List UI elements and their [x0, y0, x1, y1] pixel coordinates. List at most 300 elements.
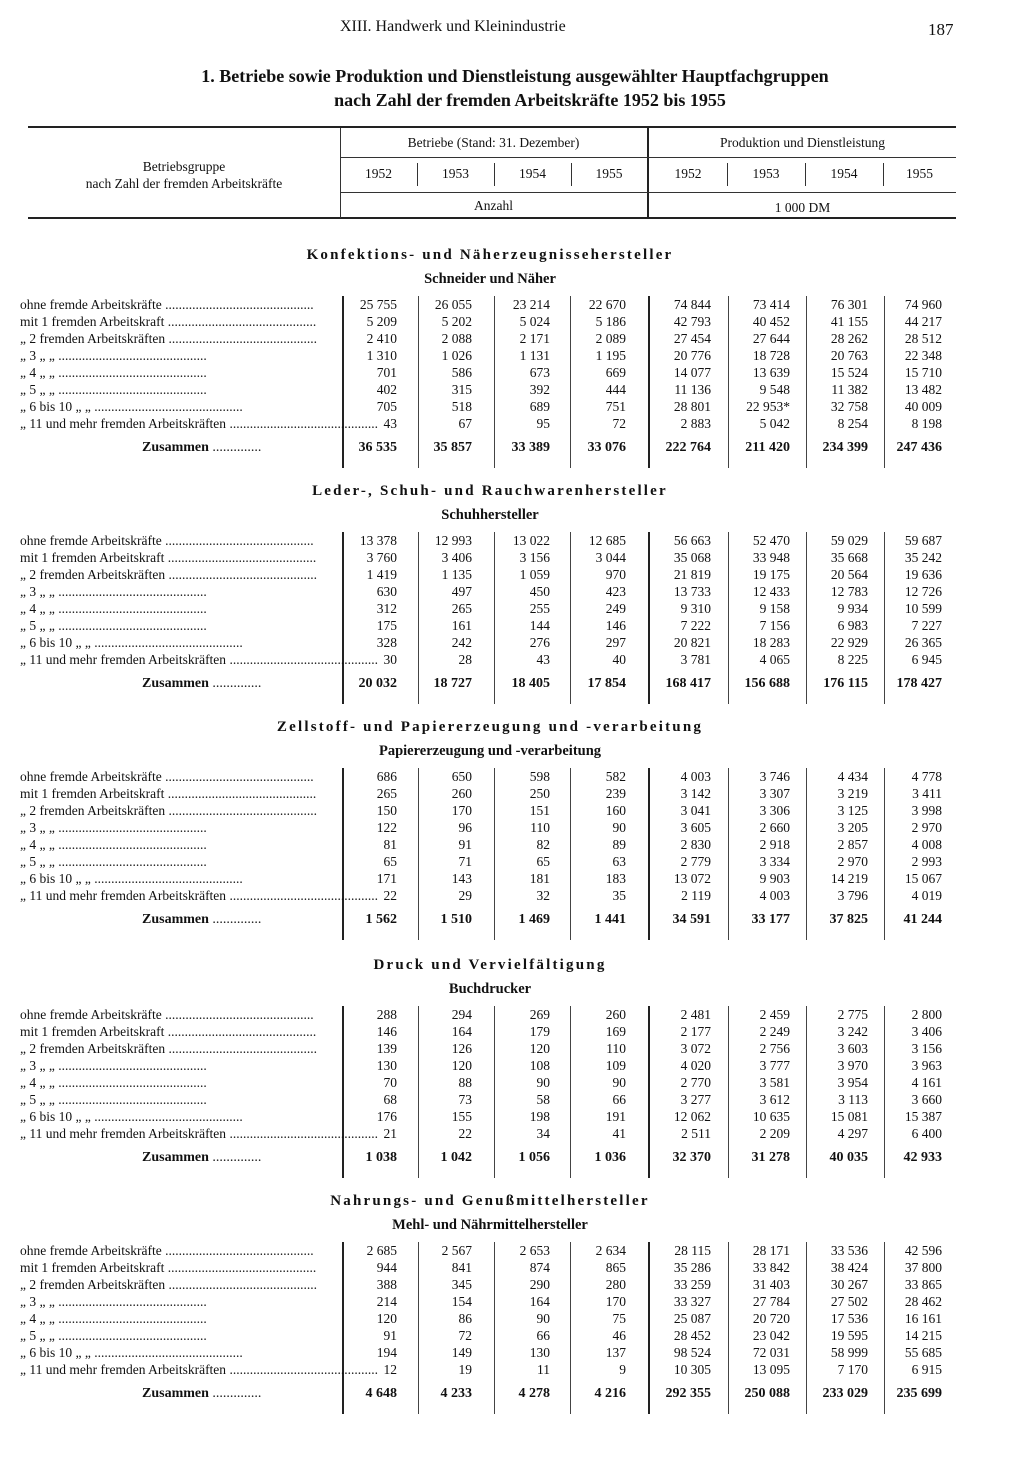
table-cell: 13 022 — [512, 533, 550, 548]
table-cell: 9 903 — [759, 871, 790, 886]
table-cell: 63 — [612, 854, 626, 869]
table-row — [20, 1277, 960, 1294]
table-cell: 1 310 — [366, 348, 397, 363]
row-label: „ 11 und mehr fremden Arbeitskräften ............................................ — [20, 1362, 378, 1377]
table-cell: 33 327 — [673, 1294, 711, 1309]
total-cell: 1 042 — [440, 1150, 472, 1165]
table-cell: 10 305 — [673, 1362, 711, 1377]
section-subtitle: Buchdrucker — [448, 981, 532, 997]
row-label: „ 11 und mehr fremden Arbeitskräften ............................................ — [20, 888, 378, 903]
table-cell: 2 660 — [759, 820, 790, 835]
table-row — [20, 1294, 960, 1311]
table-cell: 3 406 — [911, 1024, 942, 1039]
table-cell: 11 136 — [674, 382, 711, 397]
table-cell: 9 — [619, 1362, 626, 1377]
total-row — [20, 676, 960, 693]
total-cell: 32 370 — [672, 1150, 711, 1165]
table-cell: 29 — [458, 888, 472, 903]
table-cell: 265 — [451, 601, 472, 616]
total-cell: 222 764 — [665, 440, 711, 455]
total-cell: 168 417 — [665, 676, 711, 691]
total-cell: 292 355 — [665, 1386, 711, 1401]
table-cell: 3 760 — [366, 550, 397, 565]
table-cell: 15 081 — [830, 1109, 868, 1124]
row-label: „ 5 „ „ ............................................ — [20, 382, 207, 397]
table-cell: 15 524 — [830, 365, 868, 380]
header-bottom-rule — [28, 217, 956, 219]
table-cell: 35 — [612, 888, 626, 903]
table-cell: 2 410 — [366, 331, 397, 346]
table-cell: 25 755 — [359, 297, 397, 312]
table-cell: 149 — [451, 1345, 472, 1360]
table-cell: 40 009 — [904, 399, 942, 414]
row-label: „ 3 „ „ ............................................ — [20, 584, 207, 599]
table-cell: 23 214 — [512, 297, 550, 312]
table-cell: 12 726 — [904, 584, 942, 599]
table-cell: 108 — [529, 1058, 550, 1073]
table-cell: 91 — [383, 1328, 397, 1343]
total-row — [20, 1150, 960, 1167]
table-cell: 874 — [529, 1260, 550, 1275]
table-cell: 154 — [451, 1294, 472, 1309]
table-cell: 4 161 — [911, 1075, 942, 1090]
table-cell: 586 — [451, 365, 472, 380]
table-cell: 25 087 — [673, 1311, 711, 1326]
year-heading: 1952 — [674, 166, 702, 181]
row-label: ohne fremde Arbeitskräfte ............................................ — [20, 297, 314, 312]
table-cell: 74 844 — [673, 297, 711, 312]
table-cell: 58 999 — [830, 1345, 868, 1360]
row-label: „ 5 „ „ ............................................ — [20, 854, 207, 869]
total-cell: 176 115 — [823, 676, 868, 691]
table-cell: 22 670 — [588, 297, 626, 312]
table-cell: 164 — [451, 1024, 472, 1039]
table-cell: 2 088 — [441, 331, 472, 346]
table-title — [0, 64, 1000, 112]
table-cell: 2 993 — [911, 854, 942, 869]
total-cell: 17 854 — [587, 676, 626, 691]
table-cell: 3 746 — [759, 769, 790, 784]
table-cell: 12 783 — [830, 584, 868, 599]
table-cell: 198 — [529, 1109, 550, 1124]
table-row — [20, 652, 960, 669]
total-cell: 4 648 — [365, 1386, 397, 1401]
table-cell: 2 119 — [681, 888, 711, 903]
table-cell: 43 — [383, 416, 397, 431]
table-cell: 41 155 — [830, 314, 868, 329]
table-cell: 73 — [458, 1092, 472, 1107]
total-row — [20, 440, 960, 457]
table-row — [20, 786, 960, 803]
table-cell: 5 209 — [366, 314, 397, 329]
table-cell: 37 800 — [904, 1260, 942, 1275]
table-cell: 22 953* — [746, 399, 790, 414]
table-cell: 155 — [451, 1109, 472, 1124]
table-cell: 98 524 — [673, 1345, 711, 1360]
table-cell: 144 — [529, 618, 550, 633]
table-cell: 21 — [383, 1126, 397, 1141]
table-cell: 288 — [376, 1007, 397, 1022]
row-label: „ 6 bis 10 „ „ ............................................ — [20, 1345, 243, 1360]
table-cell: 122 — [376, 820, 397, 835]
table-cell: 12 — [383, 1362, 397, 1377]
table-cell: 3 963 — [911, 1058, 942, 1073]
row-label: „ 3 „ „ ............................................ — [20, 1294, 207, 1309]
year-heading: 1953 — [752, 166, 780, 181]
table-cell: 3 277 — [680, 1092, 711, 1107]
table-cell: 3 334 — [759, 854, 790, 869]
table-row — [20, 399, 960, 416]
table-cell: 3 142 — [680, 786, 711, 801]
table-cell: 13 095 — [752, 1362, 790, 1377]
table-cell: 130 — [376, 1058, 397, 1073]
table-cell: 3 954 — [837, 1075, 868, 1090]
table-cell: 497 — [451, 584, 472, 599]
table-cell: 35 242 — [904, 550, 942, 565]
row-label: „ 4 „ „ ............................................ — [20, 837, 207, 852]
table-cell: 2 481 — [680, 1007, 711, 1022]
table-cell: 28 — [458, 652, 472, 667]
table-cell: 30 — [383, 652, 397, 667]
table-cell: 650 — [451, 769, 472, 784]
table-cell: 28 262 — [830, 331, 868, 346]
table-cell: 86 — [458, 1311, 472, 1326]
table-cell: 669 — [605, 365, 626, 380]
table-cell: 170 — [605, 1294, 626, 1309]
table-cell: 3 219 — [837, 786, 868, 801]
table-cell: 3 125 — [837, 803, 868, 818]
total-cell: 40 035 — [829, 1150, 868, 1165]
table-cell: 32 — [536, 888, 550, 903]
table-cell: 630 — [376, 584, 397, 599]
table-cell: 598 — [529, 769, 550, 784]
table-cell: 65 — [383, 854, 397, 869]
table-cell: 3 307 — [759, 786, 790, 801]
table-cell: 90 — [536, 1311, 550, 1326]
table-cell: 7 227 — [911, 618, 942, 633]
table-cell: 6 983 — [837, 618, 868, 633]
table-cell: 81 — [383, 837, 397, 852]
table-cell: 72 031 — [752, 1345, 790, 1360]
table-cell: 28 171 — [752, 1243, 790, 1258]
total-cell: 1 469 — [518, 912, 550, 927]
table-cell: 3 072 — [680, 1041, 711, 1056]
total-cell: 1 562 — [365, 912, 397, 927]
table-cell: 42 596 — [904, 1243, 942, 1258]
table-cell: 582 — [605, 769, 626, 784]
table-cell: 518 — [451, 399, 472, 414]
table-cell: 242 — [451, 635, 472, 650]
table-cell: 2 756 — [759, 1041, 790, 1056]
table-row — [20, 1362, 960, 1379]
table-cell: 20 564 — [830, 567, 868, 582]
table-cell: 161 — [451, 618, 472, 633]
stub-heading-line-1: Betriebsgruppe — [142, 159, 226, 174]
total-label: Zusammen .............. — [142, 1150, 262, 1165]
table-cell: 20 763 — [830, 348, 868, 363]
table-cell: 9 548 — [759, 382, 790, 397]
table-cell: 4 020 — [680, 1058, 711, 1073]
table-cell: 109 — [605, 1058, 626, 1073]
table-cell: 59 687 — [904, 533, 942, 548]
title-line-2: nach Zahl der fremden Arbeitskräfte 1952 bis 1955 — [334, 90, 726, 110]
table-cell: 673 — [529, 365, 550, 380]
table-cell: 46 — [612, 1328, 626, 1343]
table-cell: 40 452 — [752, 314, 790, 329]
table-cell: 6 400 — [911, 1126, 942, 1141]
table-cell: 33 259 — [673, 1277, 711, 1292]
total-label: Zusammen .............. — [142, 1386, 262, 1401]
table-cell: 75 — [612, 1311, 626, 1326]
table-cell: 1 059 — [519, 567, 550, 582]
table-cell: 151 — [529, 803, 550, 818]
table-cell: 68 — [383, 1092, 397, 1107]
table-cell: 35 668 — [830, 550, 868, 565]
section-title: Konfektions- und Näherzeugnissehersteller — [306, 247, 674, 263]
total-cell: 18 405 — [511, 676, 550, 691]
table-cell: 315 — [451, 382, 472, 397]
row-label: „ 11 und mehr fremden Arbeitskräften ............................................ — [20, 652, 378, 667]
row-label: mit 1 fremden Arbeitskraft ............................................ — [20, 786, 317, 801]
stub-heading — [28, 158, 340, 192]
total-label: Zusammen .............. — [142, 676, 262, 691]
table-cell: 27 644 — [752, 331, 790, 346]
table-cell: 35 286 — [673, 1260, 711, 1275]
table-cell: 4 434 — [837, 769, 868, 784]
total-cell: 235 699 — [896, 1386, 942, 1401]
total-cell: 37 825 — [829, 912, 868, 927]
table-cell: 2 653 — [519, 1243, 550, 1258]
total-cell: 233 029 — [822, 1386, 868, 1401]
row-label: „ 6 bis 10 „ „ ............................................ — [20, 1109, 243, 1124]
row-label: mit 1 fremden Arbeitskraft ............................................ — [20, 314, 317, 329]
row-label: „ 5 „ „ ............................................ — [20, 1092, 207, 1107]
table-cell: 3 660 — [911, 1092, 942, 1107]
table-cell: 26 365 — [904, 635, 942, 650]
table-cell: 5 186 — [595, 314, 626, 329]
table-cell: 28 115 — [674, 1243, 711, 1258]
year-heading: 1953 — [442, 166, 469, 181]
table-cell: 183 — [605, 871, 626, 886]
table-cell: 120 — [376, 1311, 397, 1326]
table-cell: 14 219 — [830, 871, 868, 886]
total-cell: 4 278 — [518, 1386, 550, 1401]
table-cell: 10 599 — [904, 601, 942, 616]
total-cell: 20 032 — [358, 676, 397, 691]
table-cell: 19 175 — [752, 567, 790, 582]
table-cell: 12 062 — [673, 1109, 711, 1124]
table-cell: 260 — [605, 1007, 626, 1022]
table-cell: 43 — [536, 652, 550, 667]
table-cell: 388 — [376, 1277, 397, 1292]
table-cell: 20 720 — [752, 1311, 790, 1326]
section-title: Zellstoff- und Papiererzeugung und -verarbeitung — [276, 719, 704, 735]
table-cell: 3 777 — [759, 1058, 790, 1073]
section-title: Druck und Vervielfältigung — [373, 957, 607, 973]
table-cell: 91 — [458, 837, 472, 852]
table-cell: 6 945 — [911, 652, 942, 667]
table-cell: 150 — [376, 803, 397, 818]
table-cell: 2 770 — [680, 1075, 711, 1090]
row-label: mit 1 fremden Arbeitskraft ............................................ — [20, 550, 317, 565]
section-subtitle: Mehl- und Nährmittelhersteller — [392, 1217, 588, 1233]
table-cell: 3 781 — [680, 652, 711, 667]
table-row — [20, 618, 960, 635]
table-cell: 4 297 — [837, 1126, 868, 1141]
total-cell: 36 535 — [358, 440, 397, 455]
table-cell: 146 — [376, 1024, 397, 1039]
table-cell: 27 784 — [752, 1294, 790, 1309]
total-cell: 178 427 — [896, 676, 942, 691]
section-title: Leder-, Schuh- und Rauchwarenhersteller — [312, 483, 668, 499]
total-cell: 1 038 — [365, 1150, 397, 1165]
table-cell: 164 — [529, 1294, 550, 1309]
row-label: „ 4 „ „ ............................................ — [20, 1311, 207, 1326]
table-cell: 686 — [376, 769, 397, 784]
table-cell: 8 225 — [837, 652, 868, 667]
table-cell: 71 — [458, 854, 472, 869]
table-cell: 9 310 — [680, 601, 711, 616]
table-cell: 82 — [536, 837, 550, 852]
table-cell: 146 — [605, 618, 626, 633]
table-cell: 970 — [605, 567, 626, 582]
table-cell: 689 — [529, 399, 550, 414]
table-cell: 2 857 — [837, 837, 868, 852]
table-cell: 110 — [530, 820, 550, 835]
table-cell: 12 993 — [434, 533, 472, 548]
table-cell: 239 — [605, 786, 626, 801]
table-cell: 191 — [605, 1109, 626, 1124]
table-cell: 5 202 — [441, 314, 472, 329]
row-label: „ 2 fremden Arbeitskräften ............................................ — [20, 1041, 317, 1056]
table-cell: 175 — [376, 618, 397, 633]
table-cell: 701 — [376, 365, 397, 380]
table-cell: 70 — [383, 1075, 397, 1090]
table-row — [20, 365, 960, 382]
table-cell: 44 217 — [904, 314, 942, 329]
table-cell: 31 403 — [752, 1277, 790, 1292]
table-cell: 2 567 — [441, 1243, 472, 1258]
row-label: „ 2 fremden Arbeitskräften ............................................ — [20, 567, 317, 582]
table-cell: 3 970 — [837, 1058, 868, 1073]
table-cell: 392 — [529, 382, 550, 397]
table-row — [20, 1260, 960, 1277]
row-label: „ 2 fremden Arbeitskräften ............................................ — [20, 331, 317, 346]
table-cell: 7 222 — [680, 618, 711, 633]
table-cell: 52 470 — [752, 533, 790, 548]
table-cell: 450 — [529, 584, 550, 599]
section-subtitle: Schuhhersteller — [441, 507, 539, 523]
table-cell: 33 536 — [830, 1243, 868, 1258]
table-row — [20, 1126, 960, 1143]
table-cell: 4 065 — [759, 652, 790, 667]
row-label: „ 5 „ „ ............................................ — [20, 618, 207, 633]
table-cell: 11 — [537, 1362, 550, 1377]
table-cell: 41 — [612, 1126, 626, 1141]
table-cell: 2 800 — [911, 1007, 942, 1022]
table-cell: 33 842 — [752, 1260, 790, 1275]
table-cell: 176 — [376, 1109, 397, 1124]
table-cell: 67 — [458, 416, 472, 431]
table-cell: 90 — [612, 1075, 626, 1090]
table-cell: 96 — [458, 820, 472, 835]
table-cell: 3 242 — [837, 1024, 868, 1039]
table-row — [20, 803, 960, 820]
total-cell: 33 177 — [751, 912, 790, 927]
table-cell: 95 — [536, 416, 550, 431]
table-cell: 3 156 — [519, 550, 550, 565]
unit-betriebe: Anzahl — [474, 198, 513, 213]
table-cell: 751 — [605, 399, 626, 414]
table-cell: 402 — [376, 382, 397, 397]
table-row — [20, 1311, 960, 1328]
table-row — [20, 1345, 960, 1362]
row-label: „ 4 „ „ ............................................ — [20, 365, 207, 380]
row-label: mit 1 fremden Arbeitskraft ............................................ — [20, 1260, 317, 1275]
table-cell: 160 — [605, 803, 626, 818]
table-cell: 2 089 — [595, 331, 626, 346]
table-row — [20, 382, 960, 399]
table-row — [20, 1041, 960, 1058]
table-cell: 6 915 — [911, 1362, 942, 1377]
table-cell: 2 970 — [837, 854, 868, 869]
table-row — [20, 871, 960, 888]
table-row — [20, 314, 960, 331]
table-cell: 2 634 — [595, 1243, 626, 1258]
table-row — [20, 601, 960, 618]
table-cell: 2 171 — [519, 331, 550, 346]
table-cell: 8 254 — [837, 416, 868, 431]
year-heading: 1954 — [830, 166, 858, 181]
total-label: Zusammen .............. — [142, 912, 262, 927]
table-cell: 444 — [605, 382, 626, 397]
table-cell: 19 595 — [830, 1328, 868, 1343]
table-cell: 3 605 — [680, 820, 711, 835]
total-cell: 234 399 — [822, 440, 868, 455]
table-cell: 90 — [536, 1075, 550, 1090]
table-cell: 280 — [605, 1277, 626, 1292]
table-row — [20, 1109, 960, 1126]
total-cell: 247 436 — [896, 440, 942, 455]
table-cell: 2 249 — [759, 1024, 790, 1039]
row-label: ohne fremde Arbeitskräfte ............................................ — [20, 769, 314, 784]
total-cell: 18 727 — [433, 676, 472, 691]
total-cell: 41 244 — [903, 912, 942, 927]
table-cell: 4 003 — [680, 769, 711, 784]
table-cell: 130 — [529, 1345, 550, 1360]
table-cell: 90 — [612, 820, 626, 835]
table-cell: 3 205 — [837, 820, 868, 835]
table-cell: 3 041 — [680, 803, 711, 818]
table-row — [20, 769, 960, 786]
table-cell: 290 — [529, 1277, 550, 1292]
table-cell: 42 793 — [673, 314, 711, 329]
table-cell: 2 685 — [366, 1243, 397, 1258]
table-cell: 126 — [451, 1041, 472, 1056]
year-heading: 1952 — [365, 166, 392, 181]
header-top-rule — [28, 126, 956, 128]
section-subtitle: Schneider und Näher — [424, 271, 556, 287]
table-cell: 13 639 — [752, 365, 790, 380]
row-label: mit 1 fremden Arbeitskraft ............................................ — [20, 1024, 317, 1039]
table-row — [20, 888, 960, 905]
stub-heading-line-2: nach Zahl der fremden Arbeitskräfte — [85, 176, 283, 191]
table-cell: 7 156 — [759, 618, 790, 633]
table-cell: 3 113 — [838, 1092, 868, 1107]
table-cell: 1 419 — [366, 567, 397, 582]
year-heading: 1954 — [519, 166, 546, 181]
table-cell: 56 663 — [673, 533, 711, 548]
